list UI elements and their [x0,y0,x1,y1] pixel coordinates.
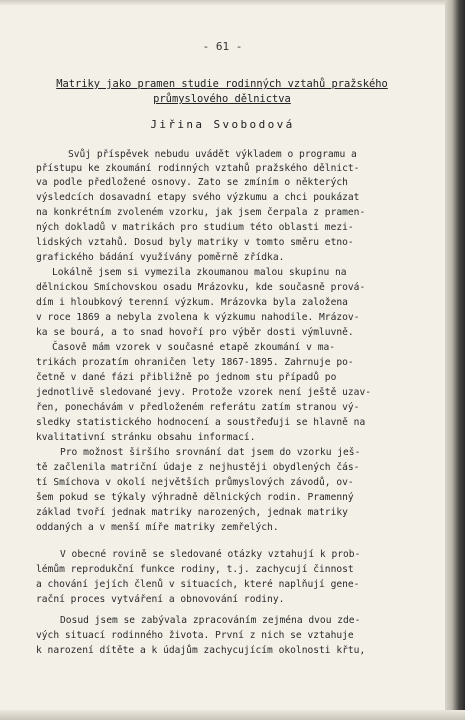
text-line: V obecné rovině se sledované otázky vztahují k prob- [60,549,361,560]
text-line: řen, ponechávám v předloženém referátu zatím stranou vý- [36,402,360,413]
text-line: Dosud jsem se zabývala zpracováním zejména dvou zde- [60,615,361,626]
text-line: grafického bádání využívány poměrně zřídka. [36,252,285,263]
text-line: v roce 1869 a nebyla zvolena k výzkumu nahodile. Mrázov- [36,312,360,323]
text-line: lidských vztahů. Dosud byly matriky v tomto směru etno- [36,237,354,248]
page-bottom-edge [0,710,465,720]
text-line: šem pokud se týkaly výhradně dělnických rodin. Pramenný [36,492,354,503]
text-line: přístupu ke zkoumání rodinných vztahů pražského dělnict- [36,163,360,174]
text-line: va podle předložené osnovy. Zato se zmíním o některých [36,177,348,188]
text-line: Časově mám vzorek v současné etapě zkoumání v ma- [52,342,336,353]
text-line: základ tvoří jednak matriky narozených, jednak matriky [36,507,348,518]
text-line: Pro možnost širšího srovnání dat jsem do vzorku ješ- [60,447,361,458]
text-line: Svůj příspěvek nebudu uvádět výkladem o programu a [68,149,357,160]
text-line: Lokálně jsem si vymezila zkoumanou malou skupinu na [52,267,347,278]
title-line-2: průmyslového dělnictva [153,93,291,105]
text-line: sledky statistického hodnocení a soustřeďuji se hlavně na [36,417,366,428]
author-name: Jiřina Svobodová [150,118,295,131]
text-line: tí Smíchova v okolí největších průmyslových závodů, ov- [36,477,354,488]
text-line: a chování jejích členů v situacích, které naplňují gene- [36,579,360,590]
title-line-1: Matriky jako pramen studie rodinných vztahů pražského [56,78,388,90]
text-line: na konkrétním zvoleném vzorku, jak jsem čerpala z pramen- [36,207,366,218]
binding-shadow [445,0,465,720]
text-line: jednotlivě sledované jevy. Protože vzorek není ještě uzav- [36,387,372,398]
text-line: výsledcích dosavadní etapy svého výzkumu a chci poukázat [36,192,360,203]
text-line: vých situací rodinného života. První z nich se vztahuje [36,630,354,641]
text-line: rační proces vytváření a obnovování rodiny. [36,594,285,605]
text-line: kvalitativní stránku obsahu informací. [36,432,256,443]
text-line: tě začlenila matriční údaje z nejhustěji obydlených čás- [36,462,360,473]
text-line: ka se bourá, a to snad hovoří pro výběr dosti výmluvně. [36,327,354,338]
text-line: dělnickou Smíchovskou osadu Mrázovku, kde současně prová- [36,282,366,293]
text-line: dím i hloubkový terenní výzkum. Mrázovka byla založena [36,297,348,308]
text-line: ných dokladů v matrikách pro studium této oblasti mezi- [36,222,354,233]
text-line: lémům reprodukční funkce rodiny, t.j. zachycují činnost [36,564,354,575]
text-line: oddaných a v menší míře matriky zemřelých. [36,522,279,533]
text-line: trikách prozatím ohraničen lety 1867-1895. Zahrnuje po- [36,357,354,368]
page-top-edge [0,0,445,6]
page-number: - 61 - [202,40,243,53]
text-line: k narození dítěte a k údajům zachycujícím okolnosti křtu, [36,645,366,656]
text-line: četně v dané fázi přibližně po jednom stu případů po [36,372,337,383]
